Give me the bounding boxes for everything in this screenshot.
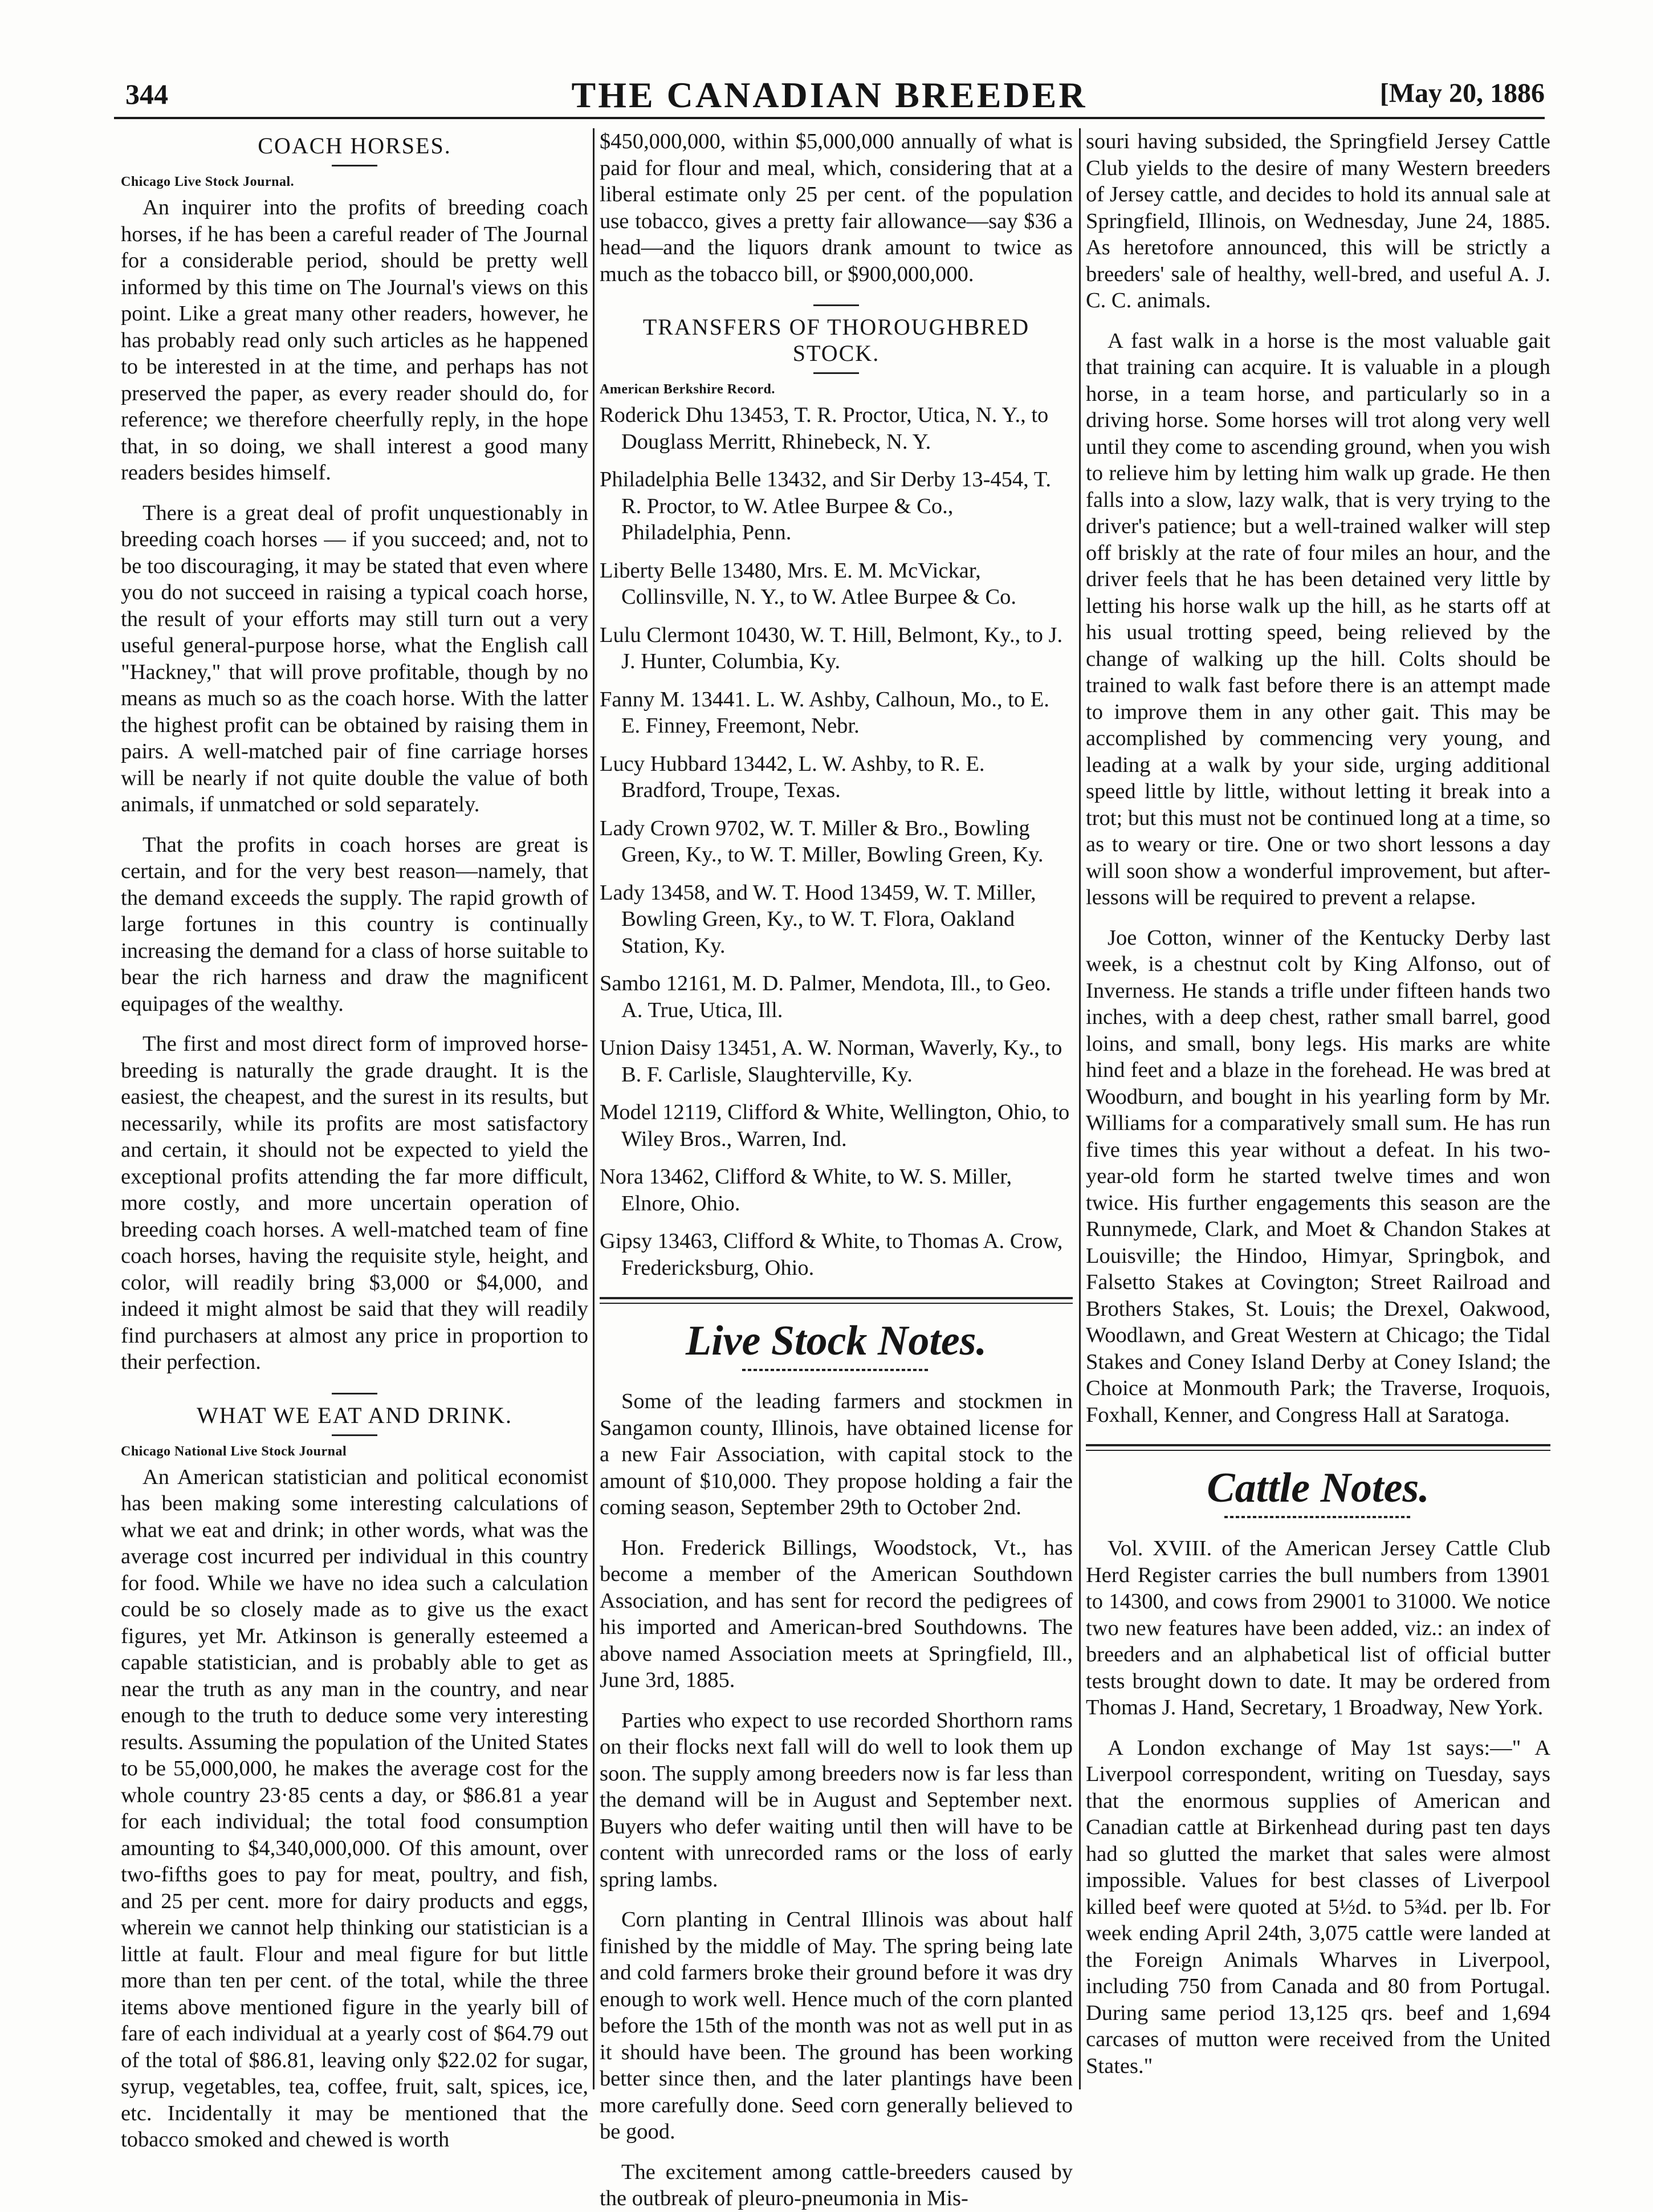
column-divider xyxy=(1079,128,1081,2089)
paragraph: The first and most direct form of improved horse-breeding is naturally the grade draught. It is the easiest, the cheapest, and the surest in its results, but necessarily, while its profits are most satisfactory and certain, it should not be expected to yield the exceptional profits attending the far more difficult, more costly, and more uncertain operation of breeding coach horses. A well-matched team of fine coach horses, having the requisite style, height, and color, will readily bring $3,000 or $4,000, and indeed it might almost be said that they will readily find purchasers at almost any price in proportion to their perfection. xyxy=(121,1032,588,1374)
paragraph: souri having subsided, the Springfield Jersey Cattle Club yields to the desire of many Western breeders of Jersey cattle, and decides to hold its annual sale at Springfield, Illinois, on Wednesday, June 24, 1885. As heretofore announced, this will be strictly a breeders' sale of healthy, well-bred, and useful A. J. C. C. animals. xyxy=(1086,129,1550,312)
heading-ornament xyxy=(742,1369,930,1371)
paragraph: Parties who expect to use recorded Shorthorn rams on their flocks next fall will do well to look them up soon. The supply among breeders now is far less than the demand will be in August and September next. Buyers who defer waiting until then will have to be content with unrecorded rams or the loss of early spring lambs. xyxy=(600,1708,1073,1892)
article-source: Chicago Live Stock Journal. xyxy=(121,174,295,189)
heading-rule xyxy=(332,1434,377,1436)
transfer-entry: Fanny M. 13441. L. W. Ashby, Calhoun, Mo., to E. E. Finney, Freemont, Nebr. xyxy=(600,687,1049,738)
transfer-entry: Lulu Clermont 10430, W. T. Hill, Belmont, Ky., to J. J. Hunter, Columbia, Ky. xyxy=(600,623,1063,673)
heading-ornament xyxy=(1224,1516,1412,1518)
page-header xyxy=(114,74,1545,120)
issue-date: [May 20, 1886 xyxy=(1379,78,1545,108)
masthead-title: THE CANADIAN BREEDER xyxy=(571,75,1088,115)
paragraph: There is a great deal of profit unquestionably in breeding coach horses — if you succeed; and, not to be too discouraging, it may be stated that even where you do not succeed in raising a typical coach horse, the result of your efforts may still turn out a very useful general-purpose horse, what the English call "Hackney," that will prove profitable, though by no means as much so as the coach horse. With the latter the highest profit can be obtained by raising them in pairs. A well-matched pair of fine carriage horses will be nearly if not quite double the value of both animals, if unmatched or sold separately. xyxy=(121,501,588,816)
heading-rule xyxy=(813,372,859,374)
heading-rule xyxy=(332,165,377,166)
article-heading: TRANSFERS OF THOROUGHBRED STOCK. xyxy=(642,314,1030,366)
paragraph: A fast walk in a horse is the most valuable gait that training can acquire. It is valuable in a plough horse, in a team horse, and particularly so in a driving horse. Some horses will trot along very well until they come to ascending ground, when you wish to relieve him by letting him walk up grade. He then falls into a slow, lazy walk, that is very trying to the driver's patience; but a well-trained walker will step off briskly at the rate of four miles an hour, and the driver feels that he has been detained very little by letting his horse walk up the hill, as he starts off at his usual trotting speed, being relieved by the change of walking up the hill. Colts should be trained to walk fast before there is an attempt made to improve them in any other gait. This may be accomplished by commencing very young, and leading at a walk by your side, urging additional speed little by little, without letting it break into a trot; but this must not be continued long at a time, so as to weary or tire. One or two short lessons a day will soon show a wonderful improvement, but after-lessons will be required to prevent a relapse. xyxy=(1086,328,1550,909)
paragraph: $450,000,000, within $5,000,000 annually of what is paid for flour and meal, which, considering that at a liberal estimate only 25 per cent. of the population use tobacco, gives a pretty fair allowance—say $36 a head—and the liquors drank amount to twice as much as the tobacco bill, or $900,000,000. xyxy=(600,129,1073,286)
transfer-entry: Gipsy 13463, Clifford & White, to Thomas A. Crow, Fredericksburg, Ohio. xyxy=(600,1229,1063,1280)
transfer-entry: Lady Crown 9702, W. T. Miller & Bro., Bowling Green, Ky., to W. T. Miller, Bowling Green, Ky. xyxy=(600,816,1044,867)
paragraph: A London exchange of May 1st says:—" A Liverpool correspondent, writing on Tuesday, says that the enormous supplies of American and Canadian cattle at Birkenhead during past ten days had so glutted the market that sales were almost impossible. Values for best classes of Liverpool killed beef were quoted at 5½d. to 5¾d. per lb. For week ending April 24th, 3,075 cattle were landed at the Foreign Animals Wharves in Liverpool, including 750 from Canada and 80 from Portugal. During same period 13,125 qrs. beef and 1,694 carcases of mutton were received from the United States." xyxy=(1086,1735,1550,2078)
transfer-entry: Liberty Belle 13480, Mrs. E. M. McVickar, Collinsville, N. Y., to W. Atlee Burpee & Co. xyxy=(600,558,1016,609)
column-3 xyxy=(1086,128,1550,2089)
header-rule xyxy=(114,117,1545,119)
article-heading: COACH HORSES. xyxy=(258,133,451,158)
transfer-entry: Nora 13462, Clifford & White, to W. S. Miller, Elnore, Ohio. xyxy=(600,1165,1012,1215)
article-source: American Berkshire Record. xyxy=(600,382,775,397)
paragraph: Hon. Frederick Billings, Woodstock, Vt., has become a member of the American Southdown Association, and has sent for record the pedigrees of his imported and American-bred Southdowns. The above named Association meets at Springfield, Ill., June 3rd, 1885. xyxy=(600,1535,1073,1692)
transfer-entry: Lucy Hubbard 13442, L. W. Ashby, to R. E. Bradford, Troupe, Texas. xyxy=(600,751,985,802)
paragraph: Joe Cotton, winner of the Kentucky Derby last week, is a chestnut colt by King Alfonso, out of Inverness. He stands a trifle under fifteen hands two inches, with a deep chest, rather small barrel, good loins, and small, bony legs. His marks are white hind feet and a blaze in the forehead. He was bred at Woodburn, and bought in his yearling form by Mr. Williams for a comparatively small sum. He has run five times this year without a defeat. In his two-year-old form he started twelve times and won twice. His further engagements this season are the Runnymede, Clark, and Moet & Chandon Stakes at Louisville; the Hindoo, Himyar, Springbok, and Falsetto Stakes at Covington; Street Railroad and Brothers Stakes, St. Louis; the Drexel, Oakwood, Woodlawn, and Great Western at Chicago; the Tidal Stakes and Coney Island Derby at Coney Island; the Choice at Monmouth Park; the Traverse, Iroquois, Foxhall, Kenner, and Congress Hall at Saratoga. xyxy=(1086,925,1550,1427)
paragraph: Vol. XVIII. of the American Jersey Cattle Club Herd Register carries the bull numbers from 13901 to 14300, and cows from 29001 to 31000. We notice two new features have been added, viz.: an index of breeders and an alphabetical list of official butter tests brought down to date. It may be ordered from Thomas J. Hand, Secretary, 1 Broadway, New York. xyxy=(1086,1536,1550,1719)
section-heading: Cattle Notes. xyxy=(1207,1465,1430,1511)
section-separator xyxy=(1086,1444,1550,1451)
paragraph: Corn planting in Central Illinois was about half finished by the middle of May. The spring being late and cold farmers broke their ground before it was dry enough to work well. Hence much of the corn planted before the 15th of the month was not as well put in as it should have been. The ground has been working better since then, and the later plantings have been more carefully done. Seed corn generally believed to be good. xyxy=(600,1908,1073,2144)
transfer-entry: Sambo 12161, M. D. Palmer, Mendota, Ill., to Geo. A. True, Utica, Ill. xyxy=(600,971,1051,1022)
transfer-entry: Union Daisy 13451, A. W. Norman, Waverly, Ky., to B. F. Carlisle, Slaughterville, Ky. xyxy=(600,1036,1062,1087)
column-1 xyxy=(121,128,588,2152)
article-separator xyxy=(332,1393,377,1394)
column-2 xyxy=(600,128,1073,2210)
transfer-entry: Roderick Dhu 13453, T. R. Proctor, Utica, N. Y., to Douglass Merritt, Rhinebeck, N. Y. xyxy=(600,403,1049,454)
section-separator xyxy=(600,1297,1073,1304)
transfer-entry: Lady 13458, and W. T. Hood 13459, W. T. Miller, Bowling Green, Ky., to W. T. Flora, Oakland Station, Ky. xyxy=(600,880,1036,958)
paragraph: The excitement among cattle-breeders caused by the outbreak of pleuro-pneumonia in Mis- xyxy=(600,2160,1073,2210)
column-divider xyxy=(593,128,595,2089)
section-heading: Live Stock Notes. xyxy=(685,1318,987,1364)
article-heading: WHAT WE EAT AND DRINK. xyxy=(197,1402,512,1428)
paragraph: Some of the leading farmers and stockmen in Sangamon county, Illinois, have obtained license for a new Fair Association, with capital stock to the amount of $10,000. They propose holding a fair the coming season, September 29th to October 2nd. xyxy=(600,1389,1073,1519)
article-source: Chicago National Live Stock Journal xyxy=(121,1444,347,1459)
transfer-entry: Philadelphia Belle 13432, and Sir Derby 13-454, T. R. Proctor, to W. Atlee Burpee & Co., Philadelphia, Penn. xyxy=(600,467,1051,544)
paragraph: An inquirer into the profits of breeding coach horses, if he has been a careful reader of The Journal for a considerable period, should be pretty well informed by this time on The Journal's views on this point. Like a great many other readers, however, he has probably read only such articles as he happened to be interested in at the time, and perhaps has not preserved the paper, as every reader should do, for reference; we therefore cheerfully reply, in the hope that, in so doing, we shall interest a good many readers besides himself. xyxy=(121,196,588,485)
paragraph: That the profits in coach horses are great is certain, and for the very best reason—namely, that the demand exceeds the supply. The rapid growth of large fortunes in this country is continually increasing the demand for a class of horse suitable to bear the rich harness and draw the magnificent equipages of the wealthy. xyxy=(121,832,588,1016)
article-separator xyxy=(813,304,859,306)
transfer-entry: Model 12119, Clifford & White, Wellington, Ohio, to Wiley Bros., Warren, Ind. xyxy=(600,1100,1070,1151)
page-number: 344 xyxy=(125,78,168,110)
paragraph: An American statistician and political economist has been making some interesting calculations of what we eat and drink; in other words, what was the average cost incurred per individual in this country for food. While we have no idea such a calculation could be so closely made as to give us the exact figures, yet Mr. Atkinson is generally esteemed a capable statistician, and is probably able to get as near the truth as any man in the country, and near enough to the truth to deduce some very interesting results. Assuming the population of the United States to be 55,000,000, he makes the average cost for the whole country 23·85 cents a day, or $86.81 a year for each individual; the total food consumption amounting to $4,340,000,000. Of this amount, over two-fifths goes to pay for meat, poultry, and fish, and 25 per cent. more for dairy products and eggs, wherein we cannot help thinking our statistician is a little at fault. Flour and meal figure for but little more than ten per cent. of the total, while the three items above mentioned figure in the yearly bill of fare of each individual at a yearly cost of $64.79 out of the total of $86.81, leaving only $22.02 for sugar, syrup, vegetables, tea, coffee, fruit, salt, spices, ice, etc. Incidentally it may be mentioned that the tobacco smoked and chewed is worth xyxy=(121,1465,588,2152)
